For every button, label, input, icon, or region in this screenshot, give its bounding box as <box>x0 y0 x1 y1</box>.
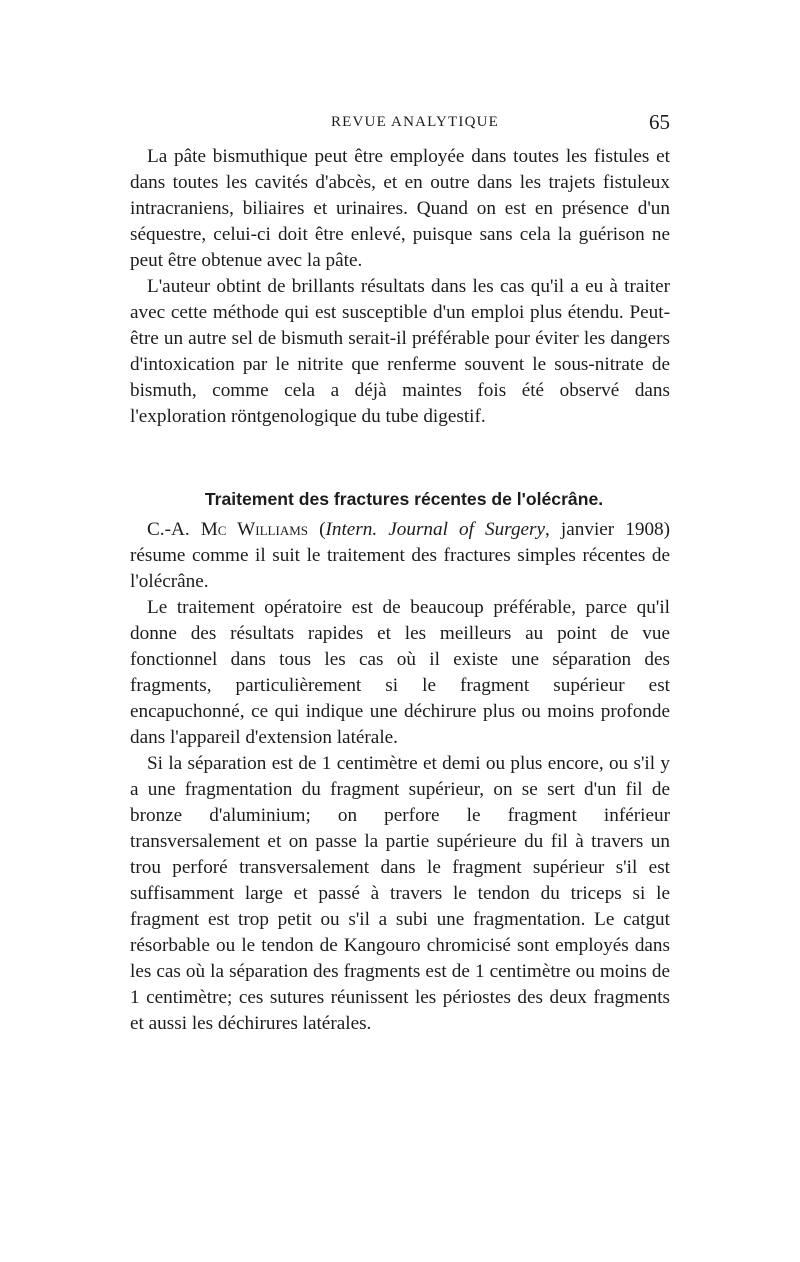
citation-date: , janvier 1908) <box>545 519 671 540</box>
running-header <box>130 110 670 140</box>
citation-paragraph <box>130 517 670 595</box>
paragraph: Si la séparation est de 1 centimètre et demi ou plus encore, ou s'il y a une fragmentation du fragment supérieur, on se sert d'un fil de bronze d'aluminium; on perfore le fragment inférieur transversalement et on passe la partie supérieure du fil à travers un trou perforé transversalement dans le fragment supérieur s'il est suffisamment large et passé à travers le tendon du triceps si le fragment est trop petit ou s'il a subi une fragmentation. Le catgut résorbable ou le tendon de Kangouro chromicisé sont employés dans les cas où la séparation des fragments est de 1 centimètre ou moins de 1 centimètre; ces sutures réunissent les périostes des deux fragments et aussi les déchirures latérales. <box>130 753 670 1034</box>
running-title: REVUE ANALYTIQUE <box>330 114 500 130</box>
paragraph: L'auteur obtint de brillants résultats dans les cas qu'il a eu à traiter avec cette méthode qui est susceptible d'un emploi plus étendu. Peut-être un autre sel de bismuth serait-il préférable pour éviter les dangers d'intoxication par le nitrite que renferme souvent le sous-nitrate de bismuth, comme cela a déjà maintes fois été observé dans l'exploration röntgenologique du tube digestif. <box>130 276 670 427</box>
body-text-section <box>130 517 670 1037</box>
paragraph: La pâte bismuthique peut être employée dans toutes les fistules et dans toutes les cavités d'abcès, et en outre dans les trajets fistuleux intracraniens, biliaires et urinaires. Quand on est en présence d'un séquestre, celui-ci doit être enlevé, puisque sans cela la guérison ne peut être obtenue avec la pâte. <box>130 146 670 271</box>
journal-title: Intern. Journal of Surgery <box>325 519 546 540</box>
open-paren: ( <box>308 519 326 540</box>
author-name: Mc Williams <box>200 519 309 540</box>
section-heading: Traitement des fractures récentes de l'olécrâne. <box>204 489 604 509</box>
page-number: 65 <box>649 110 670 134</box>
paragraph: Le traitement opératoire est de beaucoup préférable, parce qu'il donne des résultats rapides et les meilleurs au point de vue fonctionnel dans tous les cas où il existe une séparation des fragments, particulièrement si le fragment supérieur est encapuchonné, ce qui indique une déchirure plus ou moins profonde dans l'appareil d'extension latérale. <box>130 597 670 748</box>
author-initials: C.-A. <box>147 519 201 540</box>
body-text-top <box>130 144 670 430</box>
citation-summary: résume comme il suit le traitement des fractures simples récentes de l'olécrâne. <box>130 545 670 592</box>
